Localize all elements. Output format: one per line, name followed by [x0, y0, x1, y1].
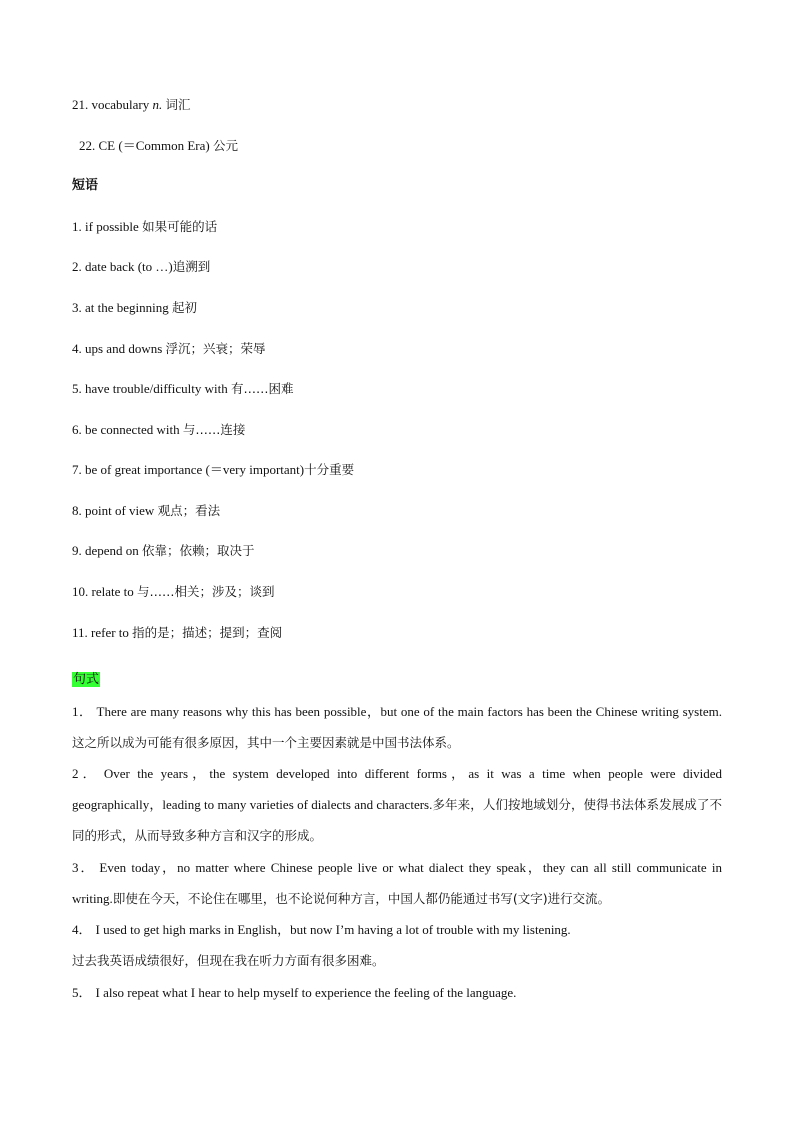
vocab-meaning: 词汇 — [165, 97, 191, 112]
vocab-item-22 — [79, 137, 238, 155]
sentences-heading: 句式 — [73, 672, 100, 687]
phrase-cn: 依靠；依赖；取决于 — [142, 543, 255, 558]
sentence-en: Even today，no matter where Chinese people live or what dialect they speak，they can all still communicate in writing. — [72, 860, 722, 906]
phrase-cn: 观点；看法 — [157, 503, 221, 518]
sentence-number: 5． — [72, 985, 92, 1000]
phrase-item — [72, 421, 245, 439]
vocab-number: 21. — [72, 97, 89, 112]
phrase-en: 9. depend on — [72, 543, 139, 558]
phrase-item — [72, 299, 197, 317]
sentence-4-translation — [72, 945, 722, 976]
phrase-en: 8. point of view — [72, 503, 155, 518]
phrase-en: 5. have trouble/difficulty with — [72, 381, 228, 396]
sentence-cn: 过去我英语成绩很好，但现在我在听力方面有很多困难。 — [72, 953, 385, 968]
phrase-cn: 浮沉；兴衰；荣辱 — [165, 341, 266, 356]
phrase-en: 10. relate to — [72, 584, 134, 599]
sentence-number: 1． — [72, 704, 93, 719]
vocab-word: CE (＝Common Era) — [98, 138, 210, 153]
phrase-item — [72, 502, 220, 520]
vocab-pos: n. — [152, 97, 163, 112]
phrase-item — [72, 461, 354, 479]
phrase-cn: 追溯到 — [172, 259, 211, 274]
phrase-en: 2. date back (to …) — [72, 259, 173, 274]
vocab-number: 22. — [79, 138, 96, 153]
phrase-cn: 有……困难 — [230, 381, 294, 396]
sentence-4 — [72, 914, 722, 945]
phrase-item — [72, 340, 266, 358]
phrase-cn: 与……相关；涉及；谈到 — [136, 584, 275, 599]
sentence-number: 2． — [72, 766, 100, 781]
phrase-en: 11. refer to — [72, 625, 129, 640]
sentence-5 — [72, 977, 722, 1008]
sentences-heading-wrap — [72, 670, 100, 689]
sentence-cn: 多年来，人们按地域划分，使得书法体系发展成了不同的形式，从而导致多种方言和汉字的形成。 — [72, 797, 722, 843]
vocab-word: vocabulary — [91, 97, 150, 112]
sentence-number: 3． — [72, 860, 96, 875]
sentence-cn: 这之所以成为可能有很多原因，其中一个主要因素就是中国书法体系。 — [72, 735, 460, 750]
phrase-en: 4. ups and downs — [72, 341, 163, 356]
phrase-en: 3. at the beginning — [72, 300, 169, 315]
sentence-2 — [72, 758, 722, 851]
sentence-cn: 即使在今天，不论住在哪里，也不论说何种方言，中国人都仍能通过书写(文字)进行交流。 — [112, 891, 611, 906]
phrase-item — [72, 624, 282, 642]
sentence-en: There are many reasons why this has been possible，but one of the main factors has been the Chinese writing system. — [96, 704, 722, 719]
phrase-en: 1. if possible — [72, 219, 139, 234]
phrase-item — [72, 218, 217, 236]
sentence-en: I used to get high marks in English，but now I’m having a lot of trouble with my listening. — [95, 922, 571, 937]
phrase-cn: 与……连接 — [182, 422, 246, 437]
sentence-1 — [72, 696, 722, 758]
phrase-item — [72, 380, 294, 398]
vocab-item-21 — [72, 96, 191, 114]
phrase-item — [72, 258, 210, 276]
sentence-en: Over the years，the system developed into different forms，as it was a time when people were divided geographically，leading to many varieties of dialects and characters. — [72, 766, 722, 812]
phrases-heading: 短语 — [72, 178, 99, 193]
phrase-en: 7. be of great importance (＝very important) — [72, 462, 305, 477]
vocab-meaning: 公元 — [212, 138, 238, 153]
sentence-en: I also repeat what I hear to help myself to experience the feeling of the language. — [95, 985, 517, 1000]
phrase-item — [72, 583, 275, 601]
phrase-cn: 指的是；描述；提到；查阅 — [132, 625, 283, 640]
sentence-3 — [72, 852, 722, 914]
phrase-cn: 十分重要 — [304, 462, 355, 477]
phrase-en: 6. be connected with — [72, 422, 180, 437]
phrase-item — [72, 542, 255, 560]
phrase-cn: 如果可能的话 — [142, 219, 218, 234]
phrase-cn: 起初 — [172, 300, 198, 315]
sentence-number: 4． — [72, 922, 92, 937]
